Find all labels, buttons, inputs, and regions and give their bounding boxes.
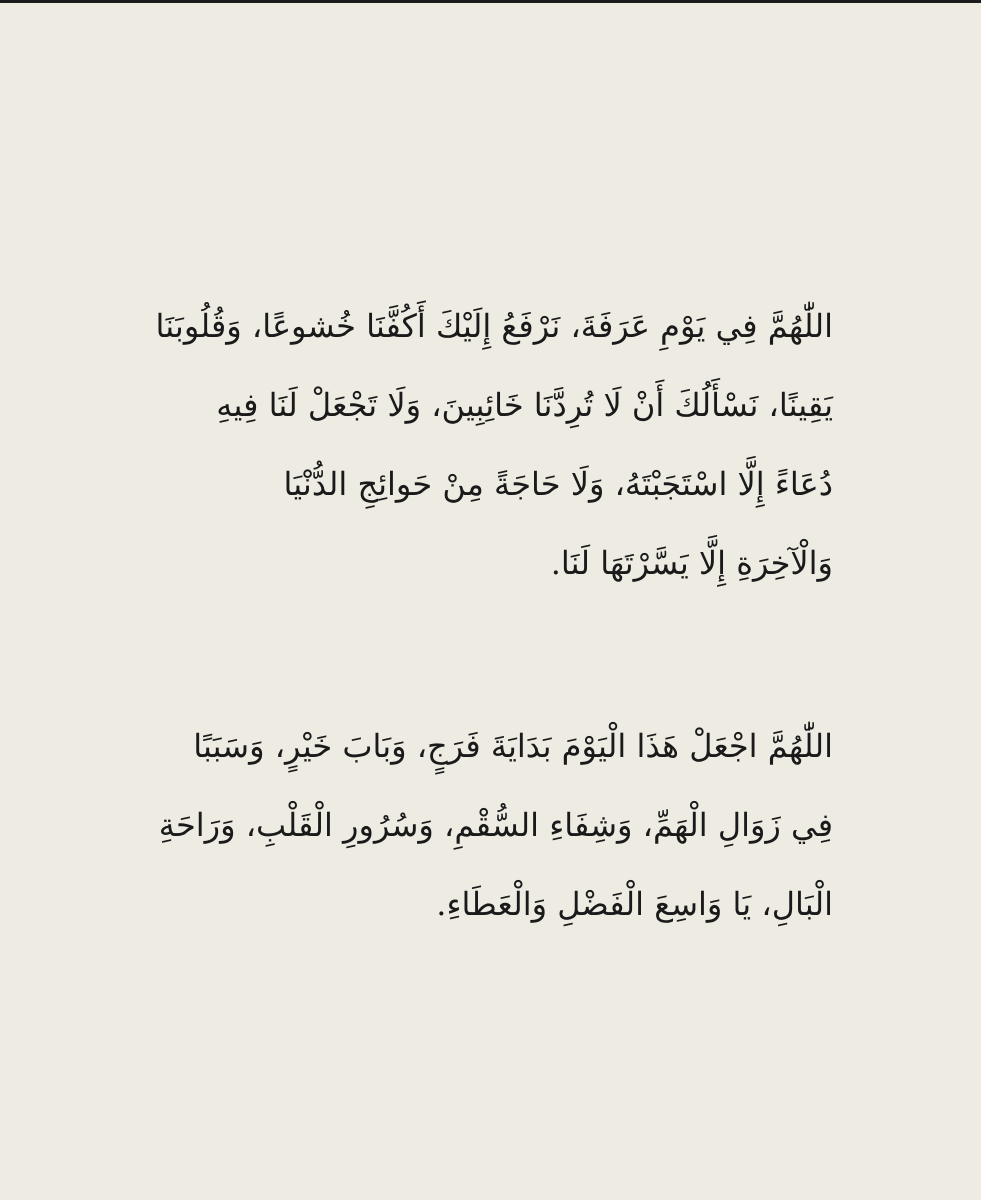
paragraph-line: اللّٰهُمَّ اجْعَلْ هَذَا الْيَوْمَ بَدَايَةَ فَرَجٍ، وَبَابَ خَيْرٍ، وَسَبَبًا <box>193 727 833 765</box>
paragraph-line: فِي زَوَالِ الْهَمِّ، وَشِفَاءِ السُّقْمِ، وَسُرُورِ الْقَلْبِ، وَرَاحَةِ <box>158 806 833 844</box>
arafah-prayer-paragraph <box>156 287 834 603</box>
paragraph-line: اللّٰهُمَّ فِي يَوْمِ عَرَفَةَ، نَرْفَعُ إِلَيْكَ أَكُفَّنَا خُشوعًا، وَقُلُوبَنَا <box>155 307 833 345</box>
relief-prayer-paragraph <box>159 707 833 944</box>
paragraph-line: يَقِينًا، نَسْأَلُكَ أَنْ لَا تُرِدَّنَا خَائِبِينَ، وَلَا تَجْعَلْ لَنَا فِيهِ <box>216 386 833 424</box>
paragraph-line: وَالْآخِرَةِ إِلَّا يَسَّرْتَهَا لَنَا. <box>550 544 833 582</box>
paragraph-line: دُعَاءً إِلَّا اسْتَجَبْتَهُ، وَلَا حَاجَةً مِنْ حَوائِجِ الدُّنْيَا <box>283 465 833 503</box>
paragraph-line: الْبَالِ، يَا وَاسِعَ الْفَضْلِ وَالْعَطَاءِ. <box>436 885 833 923</box>
